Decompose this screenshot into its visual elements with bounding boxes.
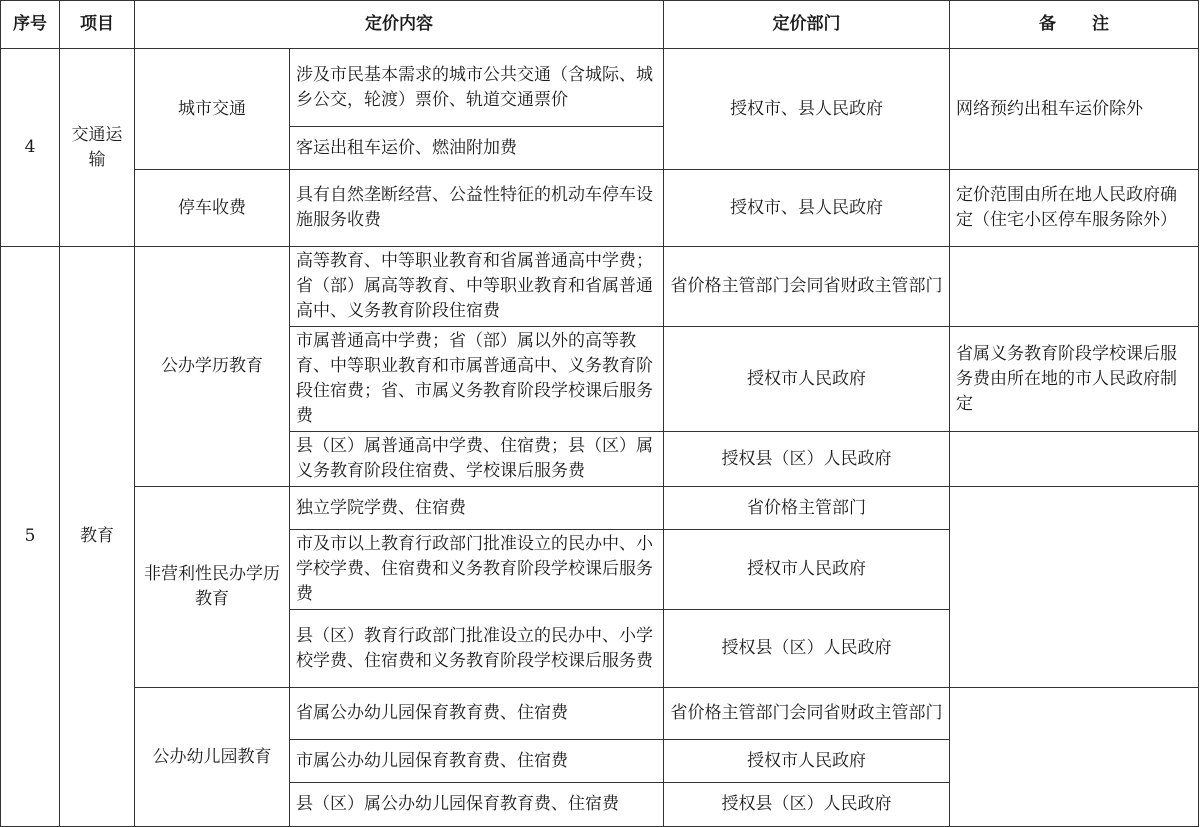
header-content: 定价内容: [135, 1, 664, 49]
sub-item: 公办学历教育: [135, 247, 290, 487]
row-item: 交通运输: [60, 49, 135, 247]
content-cell: 县（区）教育行政部门批准设立的民办中、小学校学费、住宿费和义务教育阶段学校课后服务费: [290, 610, 664, 688]
header-row: [1, 1, 1199, 49]
header-index: 序号: [1, 1, 60, 49]
remark-cell: [950, 688, 1199, 827]
sub-item: 停车收费: [135, 170, 290, 247]
remark-cell: 定价范围由所在地人民政府确定（住宅小区停车服务除外）: [950, 170, 1199, 247]
table-row: [1, 688, 1199, 740]
content-cell: 省属公办幼儿园保育教育费、住宿费: [290, 688, 664, 740]
row-index: 5: [1, 247, 60, 827]
remark-cell: [950, 247, 1199, 327]
dept-cell: 授权市、县人民政府: [664, 49, 950, 170]
content-cell: 独立学院学费、住宿费: [290, 487, 664, 530]
sub-item: 城市交通: [135, 49, 290, 170]
content-cell: 具有自然垄断经营、公益性特征的机动车停车设施服务收费: [290, 170, 664, 247]
content-cell: 市属公办幼儿园保育教育费、住宿费: [290, 740, 664, 783]
table-row: [1, 247, 1199, 327]
table-row: [1, 170, 1199, 247]
dept-cell: 授权县（区）人民政府: [664, 432, 950, 487]
table-row: [1, 49, 1199, 127]
content-cell: 高等教育、中等职业教育和省属普通高中学费；省（部）属高等教育、中等职业教育和省属普通高中、义务教育阶段住宿费: [290, 247, 664, 327]
header-dept: 定价部门: [664, 1, 950, 49]
dept-cell: 省价格主管部门: [664, 487, 950, 530]
sub-item: 非营利性民办学历教育: [135, 487, 290, 688]
row-item: 教育: [60, 247, 135, 827]
dept-cell: 授权县（区）人民政府: [664, 783, 950, 827]
table-row: [1, 487, 1199, 530]
content-cell: 县（区）属普通高中学费、住宿费；县（区）属义务教育阶段住宿费、学校课后服务费: [290, 432, 664, 487]
dept-cell: 授权市人民政府: [664, 530, 950, 610]
dept-cell: 授权市人民政府: [664, 740, 950, 783]
content-cell: 县（区）属公办幼儿园保育教育费、住宿费: [290, 783, 664, 827]
dept-cell: 省价格主管部门会同省财政主管部门: [664, 247, 950, 327]
dept-cell: 授权市人民政府: [664, 327, 950, 432]
header-item: 项目: [60, 1, 135, 49]
content-cell: 涉及市民基本需求的城市公共交通（含城际、城乡公交，轮渡）票价、轨道交通票价: [290, 49, 664, 127]
row-index: 4: [1, 49, 60, 247]
content-cell: 客运出租车运价、燃油附加费: [290, 127, 664, 170]
remark-cell: 网络预约出租车运价除外: [950, 49, 1199, 170]
remark-cell: 省属义务教育阶段学校课后服务费由所在地的市人民政府制定: [950, 327, 1199, 432]
content-cell: 市属普通高中学费；省（部）属以外的高等教育、中等职业教育和市属普通高中、义务教育阶段住宿费；省、市属义务教育阶段学校课后服务费: [290, 327, 664, 432]
dept-cell: 授权县（区）人民政府: [664, 610, 950, 688]
content-cell: 市及市以上教育行政部门批准设立的民办中、小学校学费、住宿费和义务教育阶段学校课后服务费: [290, 530, 664, 610]
header-remark: 备注: [950, 1, 1199, 49]
remark-cell: [950, 487, 1199, 688]
dept-cell: 授权市、县人民政府: [664, 170, 950, 247]
sub-item: 公办幼儿园教育: [135, 688, 290, 827]
remark-cell: [950, 432, 1199, 487]
dept-cell: 省价格主管部门会同省财政主管部门: [664, 688, 950, 740]
